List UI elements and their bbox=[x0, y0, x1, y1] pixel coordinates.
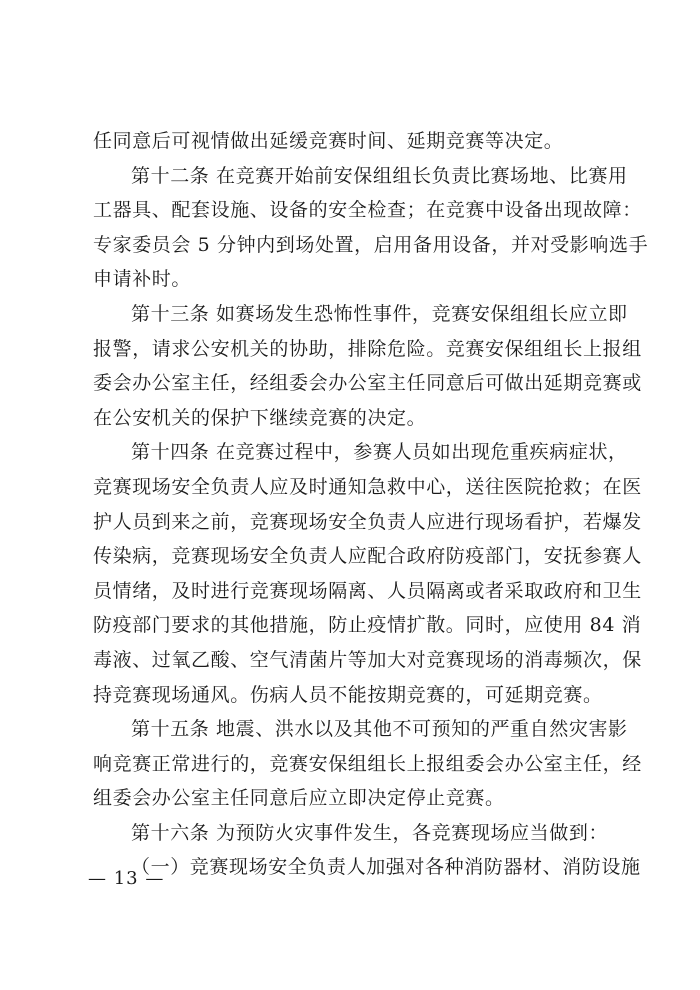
text-line: 报警，请求公安机关的协助，排除危险。竞赛安保组组长上报组 bbox=[93, 337, 642, 360]
body-text bbox=[93, 124, 649, 885]
text-line: 申请补时。 bbox=[93, 268, 192, 291]
text-line: 防疫部门要求的其他措施，防止疫情扩散。同时，应使用 84 消 bbox=[93, 614, 642, 637]
text-line: 毒液、过氧乙酸、空气清菌片等加大对竞赛现场的消毒频次，保 bbox=[93, 648, 642, 671]
text-line: 委会办公室主任，经组委会办公室主任同意后可做出延期竞赛或 bbox=[93, 372, 642, 395]
article-12-heading-line: 第十二条 在竞赛开始前安保组组长负责比赛场地、比赛用 bbox=[131, 164, 628, 187]
article-16-heading-line: 第十六条 为预防火灾事件发生，各竞赛现场应当做到： bbox=[131, 821, 609, 844]
text-line: 竞赛现场安全负责人应及时通知急救中心，送往医院抢救；在医 bbox=[93, 475, 642, 498]
article-13-heading-line: 第十三条 如赛场发生恐怖性事件，竞赛安保组组长应立即 bbox=[131, 302, 628, 325]
article-15-heading-line: 第十五条 地震、洪水以及其他不可预知的严重自然灾害影 bbox=[131, 718, 628, 741]
text-line: 在公安机关的保护下继续竞赛的决定。 bbox=[93, 406, 427, 429]
text-line: 任同意后可视情做出延缓竞赛时间、延期竞赛等决定。 bbox=[93, 130, 564, 152]
text-line: 工器具、配套设施、设备的安全检查；在竞赛中设备出现故障： bbox=[93, 199, 642, 222]
text-line: 持竞赛现场通风。伤病人员不能按期竞赛的，可延期竞赛。 bbox=[93, 683, 603, 706]
text-line: 护人员到来之前，竞赛现场安全负责人应进行现场看护，若爆发 bbox=[93, 510, 642, 533]
page-number: — 13 — bbox=[88, 868, 165, 889]
text-line: 组委会办公室主任同意后应立即决定停止竞赛。 bbox=[93, 787, 505, 810]
list-item-line: （一）竞赛现场安全负责人加强对各种消防器材、消防设施 bbox=[131, 856, 641, 879]
article-14-heading-line: 第十四条 在竞赛过程中，参赛人员如出现危重疾病症状， bbox=[131, 441, 628, 464]
text-line: 响竞赛正常进行的，竞赛安保组组长上报组委会办公室主任，经 bbox=[93, 752, 642, 775]
text-line: 专家委员会 5 分钟内到场处置，启用备用设备，并对受影响选手 bbox=[93, 233, 649, 256]
text-line: 传染病，竞赛现场安全负责人应配合政府防疫部门，安抚参赛人 bbox=[93, 545, 642, 568]
text-line: 员情绪，及时进行竞赛现场隔离、人员隔离或者采取政府和卫生 bbox=[93, 579, 642, 602]
